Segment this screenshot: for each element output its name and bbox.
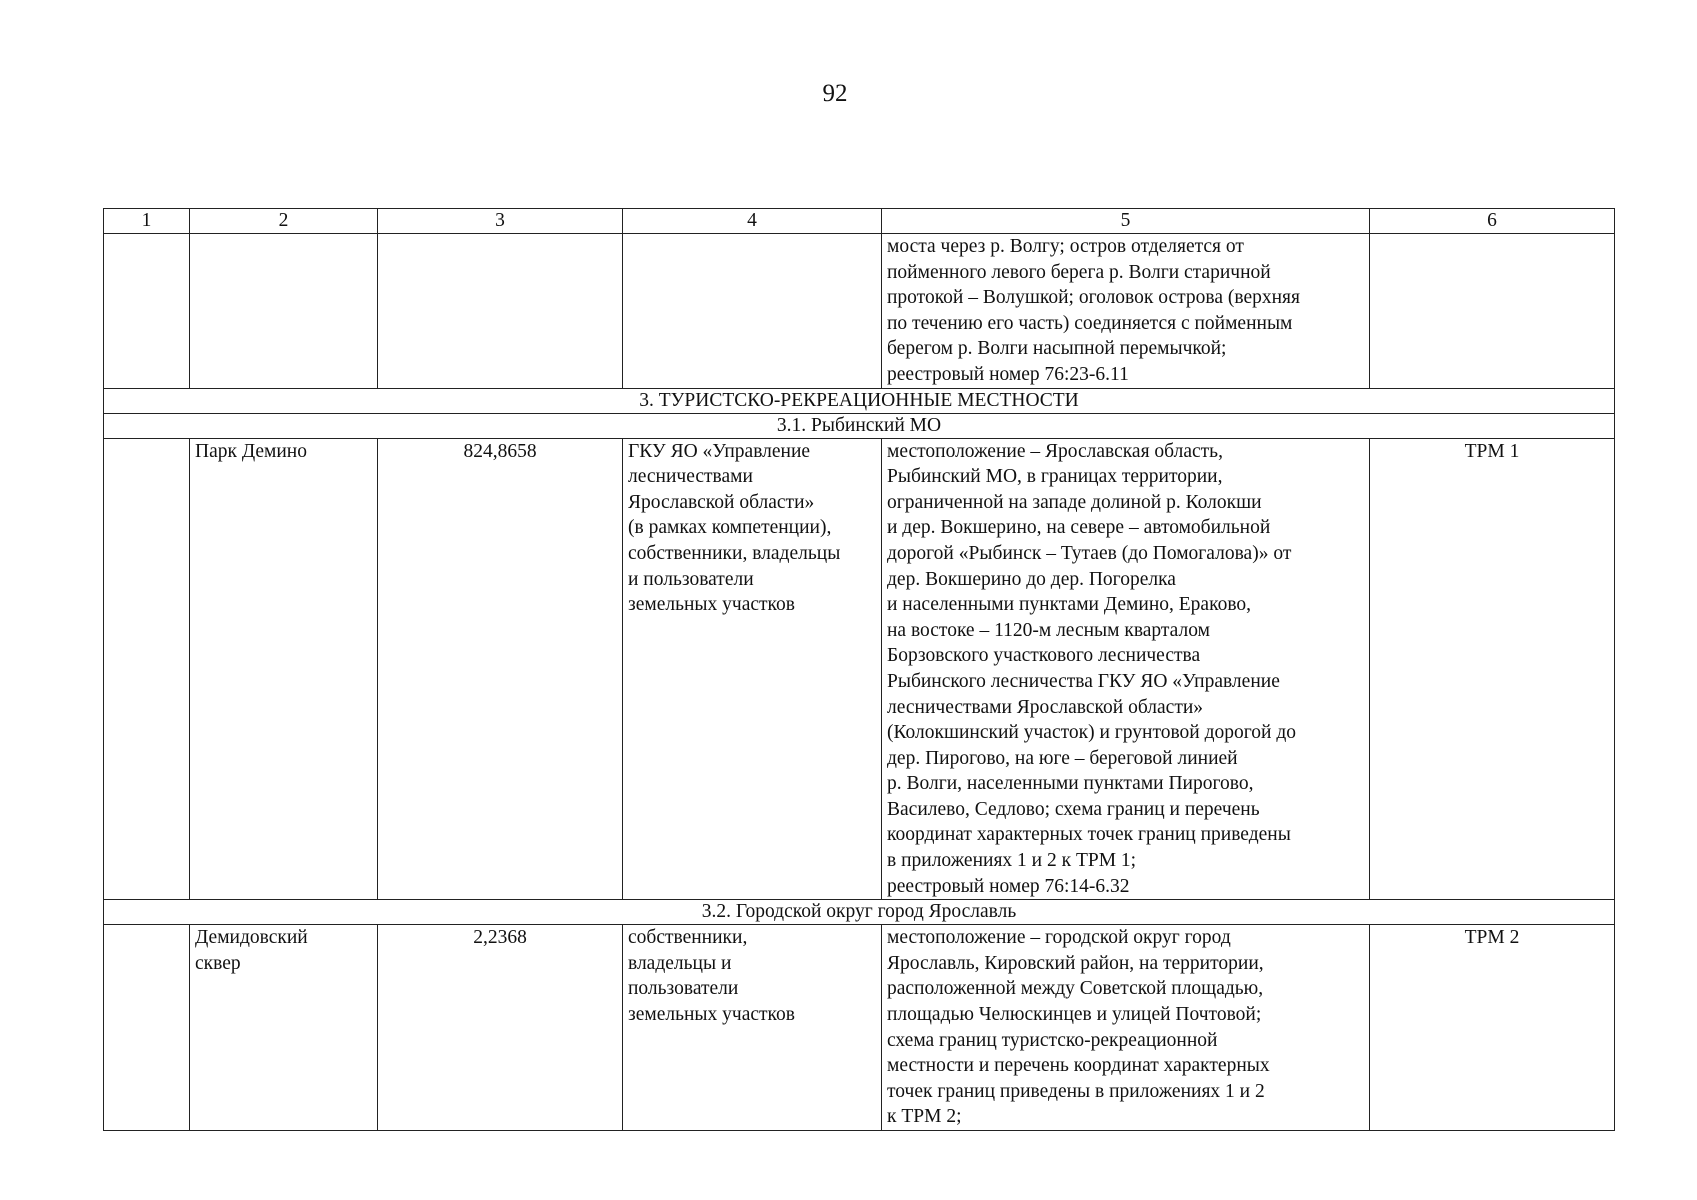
continuation-row: [104, 234, 1615, 389]
table-cell: [1370, 234, 1615, 389]
subsection-heading-row: [104, 900, 1615, 925]
section-heading-row: [104, 388, 1615, 413]
object-name-cell: Демидовский сквер: [190, 925, 378, 1131]
subsection-title: 3.1. Рыбинский МО: [104, 413, 1615, 438]
column-header: 4: [623, 209, 882, 234]
column-header: 3: [378, 209, 623, 234]
column-header: 6: [1370, 209, 1615, 234]
section-title: 3. ТУРИСТСКО-РЕКРЕАЦИОННЫЕ МЕСТНОСТИ: [104, 388, 1615, 413]
location-description-cell: местоположение – Ярославская область, Рыбинский МО, в границах территории, ограниченной на западе долиной р. Колокши и дер. Вокшерино, на севере – автомобильной дорогой «Рыбинск – Тутаев (до Помогалова)» от дер. Вокшерино до дер. Погорелка и населенными пунктами Демино, Ераково, на востоке – 1120-м лесным кварталом Борзовского участкового лесничества Рыбинского лесничества ГКУ ЯО «Управление лесничествами Ярославской области» (Колокшинский участок) и грунтовой дорогой до дер. Пирогово, на юге – береговой линией р. Волги, населенными пунктами Пирогово, Василево, Седлово; схема границ и перечень координат характерных точек границ приведены в приложениях 1 и 2 к ТРМ 1; реестровый номер 76:14-6.32: [882, 438, 1370, 900]
area-cell: 2,2368: [378, 925, 623, 1131]
table-cell: [623, 234, 882, 389]
location-description-cell: местоположение – городской округ город Ярославль, Кировский район, на территории, расположенной между Советской площадью, площадью Челюскинцев и улицей Почтовой; схема границ туристско-рекреационной местности и перечень координат характерных точек границ приведены в приложениях 1 и 2 к ТРМ 2;: [882, 925, 1370, 1131]
table-cell: [190, 234, 378, 389]
table-cell: [378, 234, 623, 389]
object-name-cell: Парк Демино: [190, 438, 378, 900]
table-cell: [104, 234, 190, 389]
location-description-cell: моста через р. Волгу; остров отделяется от пойменного левого берега р. Волги старичной протокой – Волушкой; оголовок острова (верхняя по течению его часть) соединяется с пойменным берегом р. Волги насыпной перемычкой; реестровый номер 76:23-6.11: [882, 234, 1370, 389]
area-cell: 824,8658: [378, 438, 623, 900]
subsection-heading-row: [104, 413, 1615, 438]
column-number-row: [104, 209, 1615, 234]
row-number-cell: [104, 438, 190, 900]
column-header: 2: [190, 209, 378, 234]
row-number-cell: [104, 925, 190, 1131]
register-table: [103, 208, 1615, 1131]
subsection-title: 3.2. Городской округ город Ярославль: [104, 900, 1615, 925]
responsible-party-cell: ГКУ ЯО «Управление лесничествами Ярославской области» (в рамках компетенции), собственники, владельцы и пользователи земельных участков: [623, 438, 882, 900]
column-header: 1: [104, 209, 190, 234]
table-row: [104, 438, 1615, 900]
table-row: [104, 925, 1615, 1131]
page-number: 92: [822, 80, 848, 107]
responsible-party-cell: собственники, владельцы и пользователи земельных участков: [623, 925, 882, 1131]
column-header: 5: [882, 209, 1370, 234]
code-cell: ТРМ 1: [1370, 438, 1615, 900]
code-cell: ТРМ 2: [1370, 925, 1615, 1131]
